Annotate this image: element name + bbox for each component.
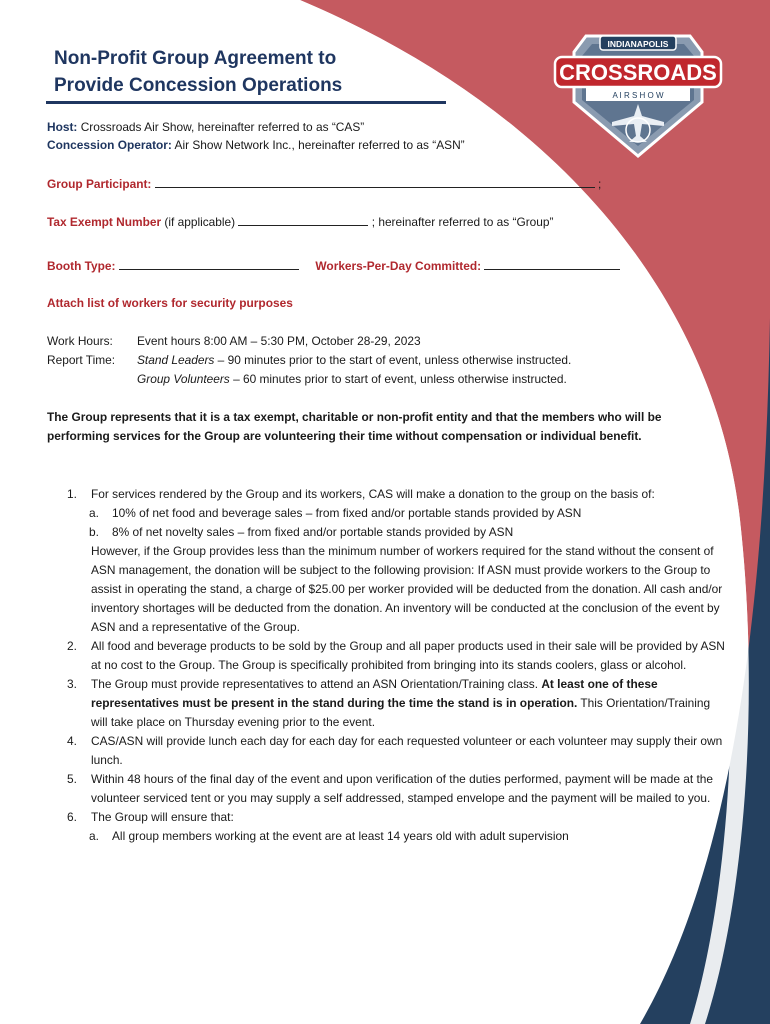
item-text-tail: This Orientation/Training will take place on Thursday evening prior to the event.: [91, 696, 711, 729]
representation-paragraph: The Group represents that it is a tax exempt, charitable or non-profit entity and that the members who will be performing services for the Group are volunteering their time without compensation or individual benefit.: [47, 410, 662, 443]
sub-item: [67, 523, 727, 542]
item-number: 5.: [67, 772, 77, 786]
logo-bottom-text: A I R S H O W: [612, 91, 664, 100]
list-item: [67, 732, 727, 770]
attach-note: [47, 296, 293, 310]
item-continuation-text: However, if the Group provides less than the minimum number of workers required for the stand without the consent of ASN management, the donation will be subject to the following provision: If ASN must provide workers to the Group to assist in operating the stand, a charge of $25.00 per worker provided will be deducted from the donation. All cash and/or inventory shortages will be deducted from the donation. An inventory will be conducted at the conclusion of the event by ASN and a representative of the Group.: [91, 544, 723, 634]
item-text: CAS/ASN will provide lunch each day for each day for each requested volunteer or each volunteer may supply their own lunch.: [91, 734, 723, 767]
sub-item-text: 8% of net novelty sales – from fixed and/or portable stands provided by ASN: [112, 525, 514, 539]
stand-leaders-label: Stand Leaders: [137, 353, 215, 367]
report-time-label: Report Time:: [47, 353, 116, 367]
list-item: [67, 637, 727, 675]
work-hours-line: [47, 334, 421, 348]
logo-top-text: INDIANAPOLIS: [607, 39, 669, 49]
item-number: 1.: [67, 487, 77, 501]
work-hours-text: Event hours 8:00 AM – 5:30 PM, October 28-29, 2023: [137, 334, 421, 348]
operator-line: [47, 138, 465, 152]
list-item: [67, 485, 727, 504]
tax-exempt-suffix: ; hereinafter referred to as “Group”: [368, 215, 554, 229]
list-item: [67, 808, 727, 827]
tax-exempt-line: [47, 214, 553, 229]
group-participant-suffix: ;: [594, 177, 602, 191]
page-title: [54, 45, 342, 99]
item-number: 3.: [67, 677, 77, 691]
host-line: [47, 120, 364, 134]
workers-per-day-label: Workers-Per-Day Committed:: [315, 259, 482, 273]
sub-item-letter: b.: [89, 525, 99, 539]
item-number: 6.: [67, 810, 77, 824]
sub-item-text: 10% of net food and beverage sales – from fixed and/or portable stands provided by ASN: [112, 506, 582, 520]
list-item: [67, 770, 727, 808]
stand-leaders-text: – 90 minutes prior to the start of event, unless otherwise instructed.: [214, 353, 572, 367]
tax-exempt-field[interactable]: [238, 214, 368, 226]
group-volunteers-text: – 60 minutes prior to start of event, unless otherwise instructed.: [229, 372, 567, 386]
crossroads-airshow-logo: [552, 24, 724, 160]
tax-exempt-paren: (if applicable): [161, 215, 239, 229]
report-time-line: [47, 353, 571, 367]
sub-item-text: All group members working at the event are at least 14 years old with adult supervision: [112, 829, 569, 843]
booth-line: [47, 258, 620, 273]
list-item: [67, 675, 727, 732]
operator-label: Concession Operator:: [47, 138, 172, 152]
item-text: All food and beverage products to be sold by the Group and all paper products used in their sale will be provided by ASN at no cost to the Group. The Group is specifically prohibited from bringing into its stands coolers, glass or alcohol.: [91, 639, 725, 672]
terms-list: [67, 485, 727, 846]
group-participant-field[interactable]: [155, 176, 595, 188]
item-text: Within 48 hours of the final day of the event and upon verification of the duties performed, payment will be made at the volunteer serviced tent or you may supply a self addressed, stamped envelope and the payment will be mailed to you.: [91, 772, 713, 805]
host-label: Host:: [47, 120, 78, 134]
sub-item: [67, 827, 592, 846]
title-line-2: Provide Concession Operations: [54, 75, 343, 96]
attach-note-text: Attach list of workers for security purposes: [47, 296, 293, 310]
logo-main-text: CROSSROADS: [559, 60, 717, 85]
group-volunteers-line: [137, 372, 567, 386]
sub-item-letter: a.: [89, 506, 99, 520]
item-text: For services rendered by the Group and its workers, CAS will make a donation to the group on the basis of:: [91, 487, 655, 501]
title-line-1: Non-Profit Group Agreement to: [54, 48, 337, 69]
list-item-continuation: [67, 542, 727, 637]
item-text: The Group will ensure that:: [91, 810, 234, 824]
group-participant-label: Group Participant:: [47, 177, 152, 191]
operator-text: Air Show Network Inc., hereinafter referred to as “ASN”: [171, 138, 465, 152]
group-participant-line: [47, 176, 601, 191]
item-text: The Group must provide representatives to attend an ASN Orientation/Training class.: [91, 677, 542, 691]
group-volunteers-label: Group Volunteers: [137, 372, 230, 386]
item-number: 4.: [67, 734, 77, 748]
host-text: Crossroads Air Show, hereinafter referred to as “CAS”: [77, 120, 365, 134]
work-hours-label: Work Hours:: [47, 334, 113, 348]
title-underline: [46, 101, 446, 104]
booth-type-field[interactable]: [119, 258, 299, 270]
booth-type-label: Booth Type:: [47, 259, 116, 273]
sub-item-letter: a.: [89, 829, 99, 843]
item-number: 2.: [67, 639, 77, 653]
item-bold-text: At least one of these representatives must be present in the stand during the time the stand is in operation.: [91, 677, 658, 710]
tax-exempt-label: Tax Exempt Number: [47, 215, 162, 229]
workers-per-day-field[interactable]: [484, 258, 620, 270]
sub-item: [67, 504, 727, 523]
